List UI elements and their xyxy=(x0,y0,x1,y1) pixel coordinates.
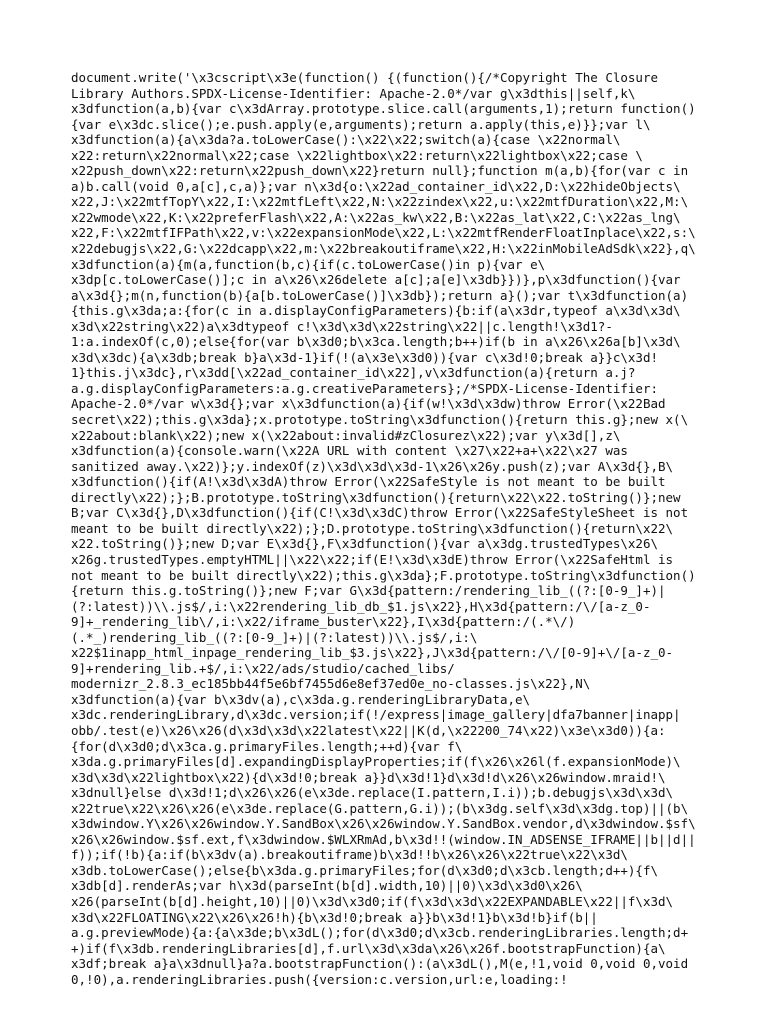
code-line: x22wmode\x22,K:\x22preferFlash\x22,A:\x22as_kw\x22,B:\x22as_lat\x22,C:\x22as_lng\ xyxy=(71,209,681,225)
script-code-block xyxy=(71,70,701,987)
code-line: 9]+_rendering_lib\/,i:\x22/iframe_buster\x22},I\x3d{pattern:/(.*\/) xyxy=(71,614,576,630)
code-line: x22:return\x22normal\x22;case \x22lightbox\x22:return\x22lightbox\x22;case \ xyxy=(71,147,643,163)
code-line: x3df;break a}a\x3dnull}a?a.bootstrapFunction():(a\x3dL(),M(e,!1,void 0,void 0,void xyxy=(71,956,689,972)
code-line: x3dp[c.toLowerCase()];c in a\x26\x26delete a[c];a[e]\x3db}})},p\x3dfunction(){var xyxy=(71,272,681,288)
code-line: not meant to be built directly\x22);this.g\x3da};F.prototype.toString\x3dfunction() xyxy=(71,567,696,583)
code-line: x3db.toLowerCase();else{b\x3da.g.primaryFiles;for(d\x3d0;d\x3cb.length;d++){f\ xyxy=(71,862,658,878)
code-line: Apache-2.0*/var w\x3d{};var x\x3dfunction(a){if(w!\x3d\x3dw)throw Error(\x22Bad xyxy=(71,396,666,412)
code-line: a.g.previewMode){a:{a\x3de;b\x3dL();for(d\x3d0;d\x3cb.renderingLibraries.length;d+ xyxy=(71,925,689,941)
code-line: x3dfunction(a,b){var c\x3dArray.prototype.slice.call(arguments,1);return function() xyxy=(71,101,696,117)
code-line: a.g.displayConfigParameters:a.g.creativeParameters};/*SPDX-License-Identifier: xyxy=(71,380,658,396)
code-line: x22about:blank\x22);new x(\x22about:invalid#zClosurez\x22);var y\x3d[],z\ xyxy=(71,427,621,443)
code-line: a\x3d{};m(n,function(b){a[b.toLowerCase()]\x3db});return a}();var t\x3dfunction(a) xyxy=(71,287,689,303)
code-line: x22,J:\x22mtfTopY\x22,I:\x22mtfLeft\x22,N:\x22zindex\x22,u:\x22mtfDuration\x22,M:\ xyxy=(71,194,689,210)
code-line: x3dfunction(a){m(a,function(b,c){if(c.toLowerCase()in p){var e\ xyxy=(71,256,546,272)
code-line: secret\x22);this.g\x3da};x.prototype.toString\x3dfunction(){return this.g};new x(\ xyxy=(71,412,689,428)
code-line: x3dfunction(a){var b\x3dv(a),c\x3da.g.renderingLibraryData,e\ xyxy=(71,691,531,707)
code-line: (?:latest))\\.js$/,i:\x22rendering_lib_db_$1.js\x22},H\x3d{pattern:/\/[a-z_0- xyxy=(71,598,651,614)
code-line: meant to be built directly\x22);};D.prototype.toString\x3dfunction(){return\x22\ xyxy=(71,520,674,536)
code-line: x3dfunction(a){a\x3da?a.toLowerCase():\x22\x22;switch(a){case \x22normal\ xyxy=(71,132,621,148)
code-line: x22push_down\x22:return\x22push_down\x22}return null};function m(a,b){for(var c in xyxy=(71,163,689,179)
code-line: Library Authors.SPDX-License-Identifier: Apache-2.0*/var g\x3dthis||self,k\ xyxy=(71,85,636,101)
code-line: x26g.trustedTypes.emptyHTML||\x22\x22;if(E!\x3d\x3dE)throw Error(\x22SafeHtml is xyxy=(71,551,674,567)
code-line: 0,!0),a.renderingLibraries.push({version:c.version,url:e,loading:! xyxy=(71,971,568,987)
code-line: (.*_)rendering_lib_((?:[0-9_]+)|(?:latest))\\.js$/,i:\ xyxy=(71,629,478,645)
code-line: {for(d\x3d0;d\x3ca.g.primaryFiles.length;++d){var f\ xyxy=(71,738,463,754)
code-line: x22$1inapp_html_inpage_rendering_lib_$3.js\x22},J\x3d{pattern:/\/[0-9]+\/[a-z_0- xyxy=(71,645,674,661)
code-line: sanitized away.\x22)};y.indexOf(z)\x3d\x3d\x3d-1\x26\x26y.push(z);var A\x3d{},B\ xyxy=(71,458,674,474)
code-line: x22true\x22\x26\x26(e\x3de.replace(G.pattern,G.i));(b\x3dg.self\x3d\x3dg.top)||(b\ xyxy=(71,800,689,816)
code-line: a)b.call(void 0,a[c],c,a)};var n\x3d{o:\x22ad_container_id\x22,D:\x22hideObjects\ xyxy=(71,178,681,194)
code-line: {return this.g.toString()};new F;var G\x3d{pattern:/rendering_lib_((?:[0-9_]+)| xyxy=(71,583,666,599)
code-line: x3dnull}else d\x3d!1;d\x26\x26(e\x3de.replace(I.pattern,I.i));b.debugjs\x3d\x3d\ xyxy=(71,785,674,801)
code-line: 9]+rendering_lib.+$/,i:\x22/ads/studio/cached_libs/ xyxy=(71,660,455,676)
code-line: x3dwindow.Y\x26\x26window.Y.SandBox\x26\x26window.Y.SandBox.vendor,d\x3dwindow.$sf\ xyxy=(71,816,696,832)
code-line: x3d\x22string\x22)a\x3dtypeof c!\x3d\x3d\x22string\x22||c.length!\x3d1?- xyxy=(71,318,613,334)
code-line: f));if(!b){a:if(b\x3dv(a).breakoutiframe)b\x3d!!b\x26\x26\x22true\x22\x3d\ xyxy=(71,847,628,863)
code-line: directly\x22);};B.prototype.toString\x3dfunction(){return\x22\x22.toString()};new xyxy=(71,489,681,505)
code-line: x26\x26window.$sf.ext,f\x3dwindow.$WLXRmAd,b\x3d!!(window.IN_ADSENSE_IFRAME||b||d|| xyxy=(71,831,696,847)
code-line: x3dc.renderingLibrary,d\x3dc.version;if(!/express|image_gallery|dfa7banner|inapp| xyxy=(71,707,681,723)
code-line: {this.g\x3da;a:{for(c in a.displayConfigParameters){b:if(a\x3dr,typeof a\x3d\x3d\ xyxy=(71,303,681,319)
code-line: modernizr_2.8.3_ec185bb44f5e6bf7455d6e8ef37ed0e_no-classes.js\x22},N\ xyxy=(71,676,591,692)
code-line: x22.toString()};new D;var E\x3d{},F\x3dfunction(){var a\x3dg.trustedTypes\x26\ xyxy=(71,536,658,552)
code-line: x22,F:\x22mtfIFPath\x22,v:\x22expansionMode\x22,L:\x22mtfRenderFloatInplace\x22,s:\ xyxy=(71,225,696,241)
code-line: B;var C\x3d{},D\x3dfunction(){if(C!\x3d\x3dC)throw Error(\x22SafeStyleSheet is not xyxy=(71,505,689,521)
code-line: x26(parseInt(b[d].height,10)||0)\x3d\x3d0;if(f\x3d\x3d\x22EXPANDABLE\x22||f\x3d\ xyxy=(71,893,674,909)
code-line: x3d\x22FLOATING\x22\x26\x26!h){b\x3d!0;break a}}b\x3d!1}b\x3d!b}if(b|| xyxy=(71,909,598,925)
code-line: {var e\x3dc.slice();e.push.apply(e,arguments);return a.apply(this,e)}};var l\ xyxy=(71,116,651,132)
code-line: x3d\x3d\x22lightbox\x22){d\x3d!0;break a}}d\x3d!1}d\x3d!d\x26\x26window.mraid!\ xyxy=(71,769,666,785)
code-line: document.write('\x3cscript\x3e(function() {(function(){/*Copyright The Closure xyxy=(71,70,658,85)
code-line: x3da.g.primaryFiles[d].expandingDisplayProperties;if(f\x26\x26l(f.expansionMode)\ xyxy=(71,754,681,770)
code-line: x3d\x3dc){a\x3db;break b}a\x3d-1}if(!(a\x3e\x3d0)){var c\x3d!0;break a}}c\x3d! xyxy=(71,349,658,365)
code-line: +)if(f\x3db.renderingLibraries[d],f.url\x3d\x3da\x26\x26f.bootstrapFunction){a\ xyxy=(71,940,666,956)
code-line: x3db[d].renderAs;var h\x3d(parseInt(b[d].width,10)||0)\x3d\x3d0\x26\ xyxy=(71,878,583,894)
code-line: x3dfunction(a){console.warn(\x22A URL with content \x27\x22+a+\x22\x27 was xyxy=(71,443,628,459)
code-line: 1}this.j\x3dc},r\x3dd[\x22ad_container_id\x22],v\x3dfunction(a){return a.j? xyxy=(71,365,636,381)
code-line: x3dfunction(){if(A!\x3d\x3dA)throw Error(\x22SafeStyle is not meant to be built xyxy=(71,474,666,490)
code-line: x22debugjs\x22,G:\x22dcapp\x22,m:\x22breakoutiframe\x22,H:\x22inMobileAdSdk\x22},q\ xyxy=(71,241,696,257)
code-line: 1:a.indexOf(c,0);else{for(var b\x3d0;b\x3ca.length;b++)if(b in a\x26\x26a[b]\x3d\ xyxy=(71,334,681,350)
code-line: obb/.test(e)\x26\x26(d\x3d\x3d\x22latest\x22||K(d,\x22200_74\x22)\x3e\x3d0)){a: xyxy=(71,722,666,738)
